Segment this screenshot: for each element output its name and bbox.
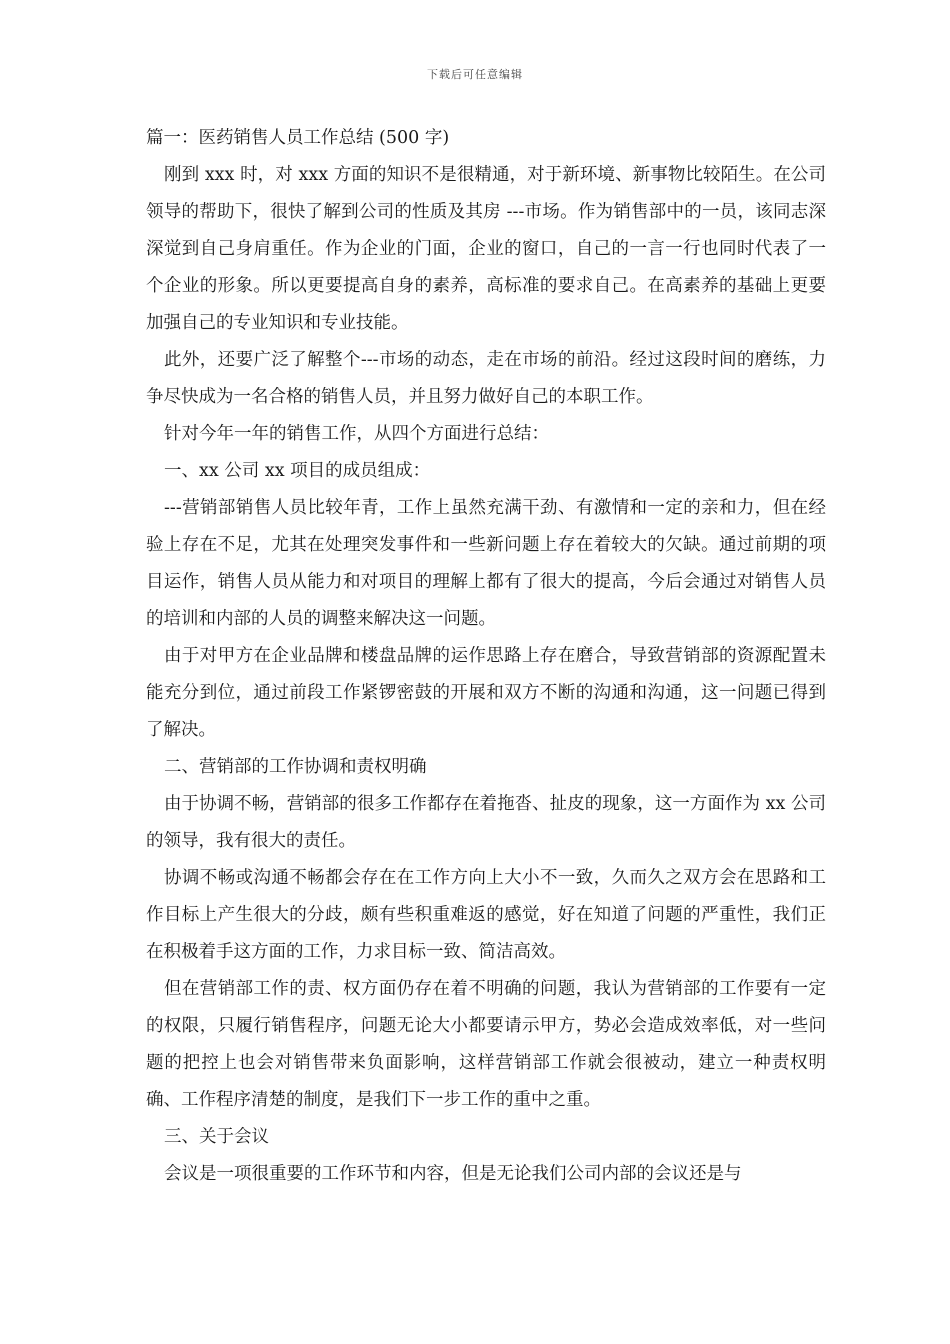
document-body <box>146 120 826 1193</box>
paragraph: 会议是一项很重要的工作环节和内容，但是无论我们公司内部的会议还是与 <box>164 1164 742 1184</box>
paragraph: 针对今年一年的销售工作，从四个方面进行总结： <box>164 424 549 444</box>
paragraph: 由于对甲方在企业品牌和楼盘品牌的运作思路上存在磨合，导致营销部的资源配置未能充分到位，通过前段工作紧锣密鼓的开展和双方不断的沟通和沟通，这一问题已得到了解决。 <box>146 646 826 740</box>
paragraph: 协调不畅或沟通不畅都会存在在工作方向上大小不一致，久而久之双方会在思路和工作目标上产生很大的分歧，颇有些积重难返的感觉，好在知道了问题的严重性，我们正在积极着手这方面的工作，力求目标一致、简洁高效。 <box>146 868 826 962</box>
section-heading: 一、xx 公司 xx 项目的成员组成： <box>164 461 431 481</box>
paragraph: ---营销部销售人员比较年青，工作上虽然充满干劲、有激情和一定的亲和力，但在经验上存在不足，尤其在处理突发事件和一些新问题上存在着较大的欠缺。通过前期的项目运作，销售人员从能力和对项目的理解上都有了很大的提高，今后会通过对销售人员的培训和内部的人员的调整来解决这一问题。 <box>146 498 826 629</box>
paragraph: 但在营销部工作的责、权方面仍存在着不明确的问题，我认为营销部的工作要有一定的权限，只履行销售程序，问题无论大小都要请示甲方，势必会造成效率低，对一些问题的把控上也会对销售带来负面影响，这样营销部工作就会很被动，建立一种责权明确、工作程序清楚的制度，是我们下一步工作的重中之重。 <box>146 979 826 1110</box>
paragraph: 刚到 xxx 时，对 xxx 方面的知识不是很精通，对于新环境、新事物比较陌生。在公司领导的帮助下，很快了解到公司的性质及其房 ---市场。作为销售部中的一员，该同志深深觉到自己身肩重任。作为企业的门面，企业的窗口，自己的一言一行也同时代表了一个企业的形象。所以更要提高自身的素养，高标准的要求自己。在高素养的基础上更要加强自己的专业知识和专业技能。 <box>146 165 826 333</box>
section-heading: 三、关于会议 <box>164 1127 269 1147</box>
document-title: 篇一：医药销售人员工作总结 (500 字) <box>146 128 450 148</box>
paragraph: 此外，还要广泛了解整个---市场的动态，走在市场的前沿。经过这段时间的磨练，力争尽快成为一名合格的销售人员，并且努力做好自己的本职工作。 <box>146 350 826 407</box>
section-heading: 二、营销部的工作协调和责权明确 <box>164 757 427 777</box>
page-header-note: 下载后可任意编辑 <box>427 68 523 81</box>
paragraph: 由于协调不畅，营销部的很多工作都存在着拖沓、扯皮的现象，这一方面作为 xx 公司的领导，我有很大的责任。 <box>146 794 826 851</box>
